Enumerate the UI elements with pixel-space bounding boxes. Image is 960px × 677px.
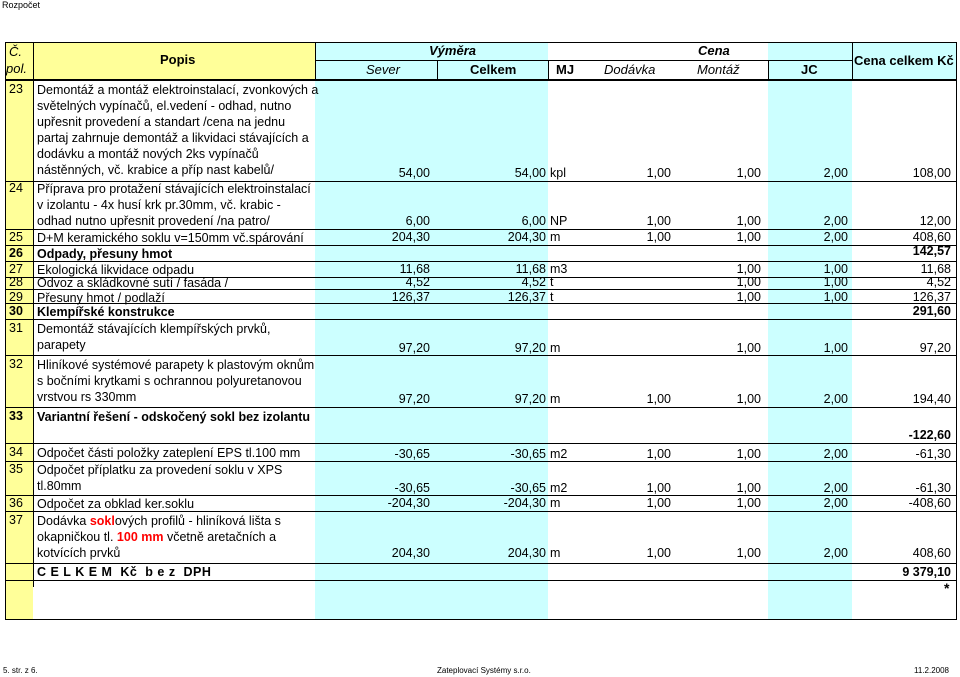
value-sever: 97,20 xyxy=(398,341,430,355)
value-total: 408,60 xyxy=(912,230,951,244)
table-row xyxy=(5,409,956,444)
desc-highlight: 100 mm xyxy=(116,530,164,544)
value-jc: 2,00 xyxy=(823,166,848,180)
value-dodavka: 1,00 xyxy=(646,166,671,180)
value-montaz: 1,00 xyxy=(736,166,761,180)
table-row xyxy=(5,304,956,320)
value-sever: -30,65 xyxy=(394,447,430,461)
value-montaz: 1,00 xyxy=(736,496,761,510)
grand-total-label: C E L K E M Kč b e z DPH xyxy=(37,565,212,579)
value-mj: kpl xyxy=(550,166,566,180)
value-mj: m xyxy=(550,230,561,244)
value-total: 291,60 xyxy=(912,304,951,318)
value-jc: 2,00 xyxy=(823,546,848,560)
value-total: 108,00 xyxy=(912,166,951,180)
desc-part: ových profilů - hliníková lišta s okapničkou tl. xyxy=(37,514,281,544)
header-dodavka: Dodávka xyxy=(604,62,656,77)
table-row xyxy=(5,496,956,512)
row-description: Odpočet příplatku za provedení soklu v XPS tl.80mm xyxy=(37,463,283,493)
value-celkem: 204,30 xyxy=(507,546,546,560)
desc-part: včetně aretačních a kotvících prvků xyxy=(37,530,277,560)
header-pol: pol. xyxy=(6,61,27,76)
value-sever: -204,30 xyxy=(387,496,430,510)
value-total: -61,30 xyxy=(915,447,951,461)
value-sever: 4,52 xyxy=(405,275,430,289)
value-celkem: -204,30 xyxy=(503,496,546,510)
grand-total-row xyxy=(5,565,956,581)
row-number: 29 xyxy=(9,290,23,304)
value-mj: m xyxy=(550,546,561,560)
value-jc: 2,00 xyxy=(823,392,848,406)
value-montaz: 1,00 xyxy=(736,214,761,228)
row-number: 36 xyxy=(9,496,23,510)
value-celkem: 97,20 xyxy=(514,392,546,406)
value-total: 142,57 xyxy=(912,244,951,258)
value-mj: m xyxy=(550,496,561,510)
row-number: 24 xyxy=(9,181,23,195)
header-vymera: Výměra xyxy=(429,43,476,58)
value-dodavka: 1,00 xyxy=(646,447,671,461)
value-jc: 2,00 xyxy=(823,481,848,495)
grid-line xyxy=(956,42,957,620)
value-jc: 2,00 xyxy=(823,496,848,510)
table-row xyxy=(5,445,956,461)
row-number: 28 xyxy=(9,275,23,289)
value-montaz: 1,00 xyxy=(736,447,761,461)
value-montaz: 1,00 xyxy=(736,262,761,276)
value-total: 194,40 xyxy=(912,392,951,406)
row-description: Odvoz a skládkovné sutí / fasáda / xyxy=(37,276,229,290)
value-dodavka: 1,00 xyxy=(646,392,671,406)
desc-highlight: sokl xyxy=(89,514,115,528)
header-jc: JC xyxy=(801,62,818,77)
value-sever: 54,00 xyxy=(398,166,430,180)
value-montaz: 1,00 xyxy=(736,230,761,244)
value-sever: 126,37 xyxy=(391,290,430,304)
value-jc: 2,00 xyxy=(823,214,848,228)
row-description: Variantní řešení - odskočený sokl bez izolantu xyxy=(37,410,310,424)
value-dodavka: 1,00 xyxy=(646,481,671,495)
table-row xyxy=(5,230,956,246)
value-mj: m3 xyxy=(550,262,568,276)
row-number: 30 xyxy=(9,304,23,318)
value-total: -408,60 xyxy=(908,496,951,510)
document-title: Rozpočet xyxy=(2,0,41,10)
value-jc: 1,00 xyxy=(823,341,848,355)
value-montaz: 1,00 xyxy=(736,481,761,495)
row-description: Příprava pro protažení stávajících elektroinstalací v izolantu - 4x husí krk pr.30mm, vč. krabic - odhad nutno upřesnit provedení /na patro/ xyxy=(37,182,311,228)
value-total: 11,68 xyxy=(920,262,951,276)
row-number: 31 xyxy=(9,321,23,335)
value-total: 4,52 xyxy=(926,275,951,289)
value-mj: m2 xyxy=(550,481,568,495)
value-sever: -30,65 xyxy=(394,481,430,495)
row-description: Demontáž a montáž elektroinstalací, zvonkových a světelných vypínačů, el.vedení - odhad, nutno upřesnit provedení a standart /cena na jednu partaj zahrnuje demontáž a likvidaci stávajících a dodávku a montáž nových 2ks vypínačů nástěnných, vč. krabice a příp nast kabelů/ xyxy=(37,83,319,177)
footer-page: 5. str. z 6. xyxy=(3,666,38,675)
row-description: Odpočet za obklad ker.soklu xyxy=(37,497,195,511)
value-total: 97,20 xyxy=(919,341,951,355)
value-sever: 204,30 xyxy=(391,546,430,560)
value-montaz: 1,00 xyxy=(736,290,761,304)
header-celkem: Celkem xyxy=(470,62,517,77)
value-montaz: 1,00 xyxy=(736,392,761,406)
row-number: 37 xyxy=(9,513,23,527)
row-number: 35 xyxy=(9,462,23,476)
value-dodavka: 1,00 xyxy=(646,496,671,510)
header-mj: MJ xyxy=(556,62,575,77)
row-number: 32 xyxy=(9,357,23,371)
table-row xyxy=(5,246,956,262)
row-description: Demontáž stávajících klempířských prvků, parapety xyxy=(37,322,271,352)
value-jc: 1,00 xyxy=(823,290,848,304)
value-celkem: 54,00 xyxy=(514,166,546,180)
header-cena: Cena xyxy=(698,43,730,58)
footer-date: 11.2.2008 xyxy=(914,666,949,675)
value-dodavka: 1,00 xyxy=(646,546,671,560)
grid-line xyxy=(5,619,956,620)
value-jc: 2,00 xyxy=(823,447,848,461)
table-row xyxy=(5,321,956,356)
row-number: 23 xyxy=(9,82,23,96)
table-row xyxy=(5,275,956,291)
value-sever: 11,68 xyxy=(399,262,430,276)
grand-total-value: 9 379,10 xyxy=(902,565,951,579)
value-jc: 2,00 xyxy=(823,230,848,244)
value-celkem: 204,30 xyxy=(507,230,546,244)
grid-line xyxy=(768,60,769,80)
header-popis: Popis xyxy=(160,52,196,67)
row-description: Hliníkové systémové parapety k plastovým oknům s bočními krytkami s ochrannou polyuretanovou vrstvou rs 330mm xyxy=(37,358,315,404)
table-row xyxy=(5,513,956,563)
desc-part: Dodávka xyxy=(37,514,90,528)
value-mj: m xyxy=(550,392,561,406)
grid-line xyxy=(437,60,438,80)
value-jc: 1,00 xyxy=(823,275,848,289)
value-sever: 97,20 xyxy=(398,392,430,406)
value-total: -61,30 xyxy=(915,481,951,495)
row-description: Odpočet části položky zateplení EPS tl.100 mm xyxy=(37,446,301,460)
value-total: -122,60 xyxy=(908,428,951,442)
row-description: D+M keramického soklu v=150mm vč.spárování xyxy=(37,231,304,245)
value-sever: 6,00 xyxy=(405,214,430,228)
value-total: 126,37 xyxy=(912,290,951,304)
value-mj: m2 xyxy=(550,447,568,461)
value-montaz: 1,00 xyxy=(736,275,761,289)
header-cena-celkem: Cena celkem Kč xyxy=(854,53,954,68)
header-c: Č. xyxy=(9,44,22,59)
value-dodavka: 1,00 xyxy=(646,214,671,228)
value-total: 408,60 xyxy=(912,546,951,560)
value-montaz: 1,00 xyxy=(736,546,761,560)
value-celkem: -30,65 xyxy=(510,481,546,495)
row-number: 25 xyxy=(9,230,23,244)
value-sever: 204,30 xyxy=(391,230,430,244)
row-number: 26 xyxy=(9,246,23,260)
grid-line xyxy=(315,60,852,61)
row-description: Odpady, přesuny hmot xyxy=(37,247,173,261)
row-number: 33 xyxy=(9,409,23,423)
grid-line xyxy=(5,79,956,81)
row-description: Klempířské konstrukce xyxy=(37,305,175,319)
grid-line xyxy=(5,407,956,408)
header-sever: Sever xyxy=(366,62,400,77)
header-montaz: Montáž xyxy=(697,62,740,77)
row-description xyxy=(37,513,319,561)
grid-line xyxy=(548,60,549,80)
value-mj: t xyxy=(550,275,554,289)
value-celkem: 11,68 xyxy=(515,262,546,276)
grid-line xyxy=(5,563,956,564)
grid-line xyxy=(5,42,956,43)
value-montaz: 1,00 xyxy=(736,341,761,355)
row-description: Přesuny hmot / podlaží xyxy=(37,291,165,305)
row-number: 34 xyxy=(9,445,23,459)
value-celkem: -30,65 xyxy=(510,447,546,461)
value-mj: m xyxy=(550,341,561,355)
value-mj: NP xyxy=(550,214,568,228)
value-jc: 1,00 xyxy=(823,262,848,276)
value-celkem: 4,52 xyxy=(521,275,546,289)
row-number: 27 xyxy=(9,262,23,276)
table-row xyxy=(5,462,956,496)
value-celkem: 6,00 xyxy=(521,214,546,228)
grid-line xyxy=(315,42,316,80)
row-description: Ekologická likvidace odpadu xyxy=(37,263,195,277)
table-row xyxy=(5,181,956,229)
footer-company: Zateplovací Systémy s.r.o. xyxy=(437,666,531,675)
value-dodavka: 1,00 xyxy=(646,230,671,244)
asterisk-mark: * xyxy=(944,580,950,596)
table-row xyxy=(5,82,956,182)
grid-line xyxy=(852,42,853,80)
table-row xyxy=(5,357,956,407)
value-mj: t xyxy=(550,290,554,304)
value-total: 12,00 xyxy=(919,214,951,228)
value-celkem: 126,37 xyxy=(507,290,546,304)
value-celkem: 97,20 xyxy=(514,341,546,355)
